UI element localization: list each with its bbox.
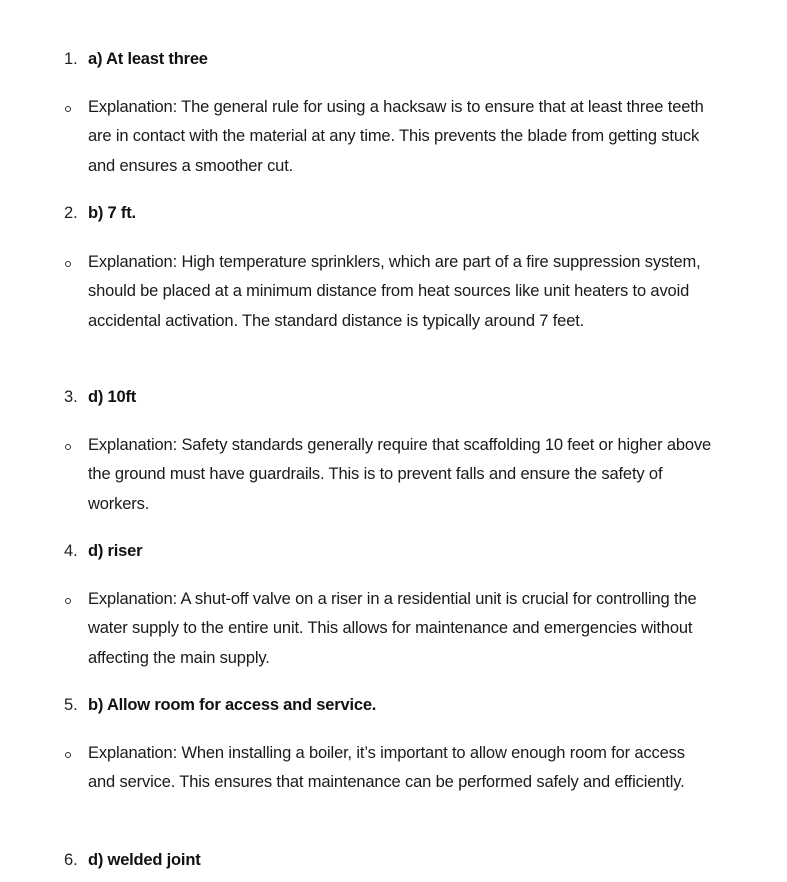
list-number: 2. [64,204,78,222]
answer-item-4 [64,542,142,561]
hollow-bullet-icon [64,248,88,277]
answer-item-3 [64,388,136,407]
explanation-text: Explanation: The general rule for using a hacksaw is to ensure that at least three teeth are in contact with the material at any time. This prevents the blade from getting stuck and ensures a smoother cut. [88,98,704,175]
list-number: 5. [64,696,78,714]
answer-text: b) 7 ft. [88,204,136,222]
answer-item-5 [64,696,376,715]
explanation-text: Explanation: When installing a boiler, it’s important to allow enough room for access and service. This ensures that maintenance can be performed safely and efficiently. [88,744,685,792]
explanation-item-5 [64,739,714,798]
answer-item-6 [64,851,201,870]
explanation-text: Explanation: Safety standards generally require that scaffolding 10 feet or higher above the ground must have guardrails. This is to prevent falls and ensure the safety of workers. [88,436,712,513]
hollow-bullet-icon [64,431,88,460]
answer-text: a) At least three [88,50,208,68]
answer-item-1 [64,50,208,69]
explanation-text: Explanation: A shut-off valve on a riser in a residential unit is crucial for controlling the water supply to the entire unit. This allows for maintenance and emergencies without affecting the main supply. [88,590,697,667]
explanation-item-2 [64,248,714,336]
hollow-bullet-icon [64,585,88,614]
explanation-item-4 [64,585,714,673]
list-number: 6. [64,851,78,869]
answer-text: b) Allow room for access and service. [88,696,377,714]
hollow-bullet-icon [64,93,88,122]
answer-text: d) welded joint [88,851,201,869]
answer-item-2 [64,204,136,223]
explanation-text: Explanation: High temperature sprinklers, which are part of a fire suppression system, should be placed at a minimum distance from heat sources like unit heaters to avoid accidental activation. The standard distance is typically around 7 feet. [88,253,701,330]
answer-text: d) riser [88,542,143,560]
explanation-item-1 [64,93,714,181]
hollow-bullet-icon [64,739,88,768]
answer-text: d) 10ft [88,388,137,406]
list-number: 1. [64,50,78,68]
explanation-item-3 [64,431,714,519]
list-number: 4. [64,542,78,560]
list-number: 3. [64,388,78,406]
